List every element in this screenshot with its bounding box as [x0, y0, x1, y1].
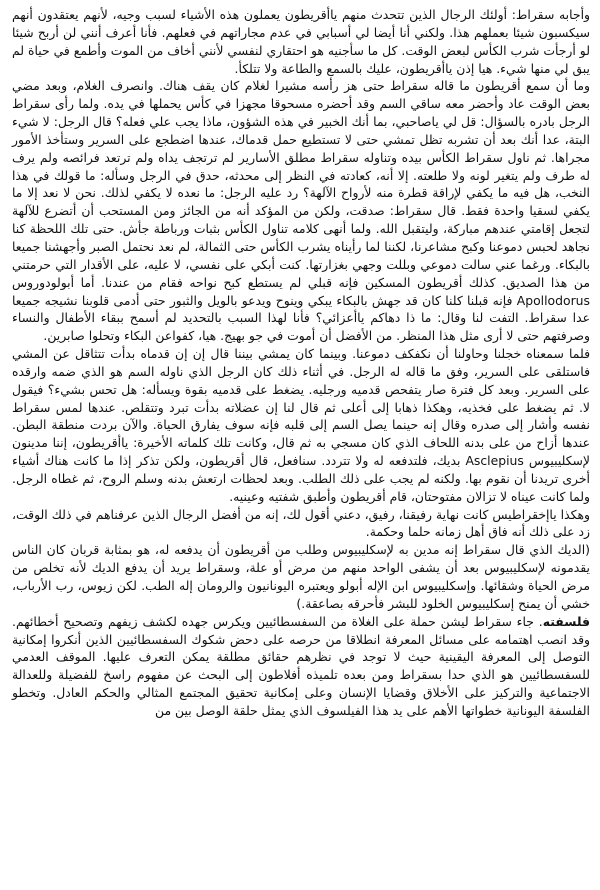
philosophy-heading: فلسفته	[542, 613, 590, 629]
paragraph-socrates-reply: وأجابه سقراط: أولئك الرجال الذين تتحدث منهم ياأقريطون يعملون هذه الأشياء لسبب وجيه، لأنهم يعتقدون أنهم سيكسبون شيئا بعملهم هذا. ولكني أنا أيضا لي أسبابي في عدم مجاراتهم في فعلهم. فأنا أعرف أنني لن أربح شيئا لو أرجأت شرب الكأس لبعض الوقت. كل ما سأجنيه هو احتقاري لنفسي لأنني أخاف من الموت وأطمع في حياة لم يبق لي منها شيء. هيا إذن ياأقريطون، عليك بالسمع والطاعة ولا تتلكأ.	[12, 7, 590, 76]
paragraph-hemlock-cup: وما أن سمع أقريطون ما قاله سقراط حتى هز رأسه مشيرا لغلام كان يقف هناك. وانصرف الغلام، وبعد مضي بعض الوقت عاد وأحضر معه ساقي السم وقد أحضره مسحوقا مجهزا في كأس يحملها في يده. ولما رأى سقراط الرجل بادره بالسؤال: قل لي ياصاحبي، بما أنك الخبير في هذه الشؤون، ماذا يجب علي فعله؟ قال الرجل: لا شيء البتة، عدا أنك بعد أن تشربه تظل تمشي حتى لا تستطيع حمل قدماك، عندها اضطجع على السرير وستأخذ الأمور مجراها. ثم ناول سقراط الكأس بيده وتناوله سقراط مطلق الأسارير لم ترتجف يداه ولم ترتعد فرائصه ولم يرف له طرف ولم يتغير لونه ولا طلعته. إلا أنه، كعادته في النظر إلى محدثه، حدق في الرجل وسأله: ما قولك في هذا النخب، هل فيه ما يكفي لإراقة قطرة منه لأرواح الآلهة؟ رد عليه الرجل: ما نعده لا يكفي لذلك. نحن لا نعد إلا ما يكفي لسقيا واحدة فقط. قال سقراط: صدقت، ولكن من المؤكد أنه من الجائز ومن المستحب أن أتضرع للآلهة لتجعل إقامتي عندهم مباركة، وليتقبل الله. ولما أنهى كلامه تناول الكأس بثبات ورباطة جأش. حتى تلك اللحظة كنا نجاهد لحبس دموعنا وكبح مشاعرنا، لكننا لما رأيناه يشرب الكأس حتى الثمالة، لم نعد نحتمل الصبر وأجهشنا جميعا بالبكاء. ورغما عني سالت دموعي وبللت وجهي بغزارتها. كنت أبكي على نفسي، لا عليه، على الأقدار التي حرمتني من هذا الصديق. كذلك أقريطون المسكين فإنه قبلي لم يستطع كبح نواحه فقام من عندنا. أما أبولودوروس Apollodorus فإنه قبلنا كلنا كان قد جهش بالبكاء يبكي وينوح ويدعو بالويل والثبور حتى أدمى قلوبنا نشيجه جميعا عدا سقراط. التفت لنا وقال: ما ذا دهاكم ياأعزائي؟ فأنا لهذا السبب بالتحديد لم أسمح ببقاء الأطفال والنساء وصرفتهم حتى لا أرى مثل هذا المنظر. من الأفضل أن أموت في جو بهيج. هيا، كفواعن البكاء وتحلوا صابرين.	[12, 78, 590, 344]
paragraph-end-of-friend: وهكذا ياإخقراطيس كانت نهاية رفيقنا، رفيق، دعني أقول لك، إنه من أفضل الرجال الذين عرفناهم في ذلك الوقت، زد على ذلك أنه فاق أهل زمانه حلما وحكمة.	[12, 506, 590, 540]
paragraph-final-moments: فلما سمعناه خجلنا وحاولنا أن نكفكف دموعنا. وبينما كان يمشي بيننا قال إن إن قدماه بدأت تتثاقل عن المشي فاستلقى على السرير، وفق ما قاله له الرجل. في أثناء ذلك كان الرجل الذي ناوله السم هو الذي ضمه وارقده على السرير. وبعد كل فترة صار يتفحص قدميه ورجليه. يضغط على قدميه بقوة ويسأله: هل تحس بشيء؟ فيقول لا. ثم يضغط على فخذيه، وهكذا ذهابا إلى أعلى ثم قال لنا إن عضلاته بدأت تبرد وتتقلص. عندها لمس سقراط نفسه وأشار إلى صدره وقال إنه حينما يصل السم إلى قلبه فإنه سوف يفارق الحياة. والآن بردت منطقة البطن. عندها أزاح من على بدنه اللحاف الذي كان مسجي به ثم قال، وكانت تلك كلماته الأخيرة: ياأقريطون، إننا مدينون لإسكليبيوس Asclepius بديك، فلتدفعه له ولا تتردد. سنافعل، قال أقريطون، ولكن تذكر إذا ما كانت هناك أشياء أخرى تريدنا أن نقوم بها. ولكنه لم يجب على ذلك الطلب. وبعد لحظات ارتعش بدنه وسلم الروح، ثم غطاه الرجل. ولما كانت عيناه لا تزالان مفتوحتان، قام أقريطون وأطبق شفتيه وعينيه.	[12, 346, 591, 504]
philosophy-text: . جاء سقراط ليشن حملة على الغلاة من السفسطائيين ويكرس جهده لكشف زيفهم وتصحيح أخطائهم. وقد انصب اهتمامه على مسائل المعرفة انطلاقا من حرصه على دحض شكوك السفسطائيين الذين أنكروا إمكانية التوصل إلى المعرفة اليقينية حيث لا توجد في نظرهم حقائق مطلقة يمكن التعرف عليها. الموقف العدمي للسفسطائيين هو الذي حدا بسقراط ومن بعده تلميذه أفلاطون إلى البحث عن مفهوم راسخ للفضيلة وللعدالة الاجتماعية والتركيز على الأخلاق وقضايا الإنسان وعلى إمكانية تحقيق المجتمع المثالي والحكم العادل. وتخطو الفلسفة اليونانية خطواتها الأهم على يد هذا الفيلسوف الذي يمثل حلقة الوصل بين من	[12, 613, 590, 718]
paragraph-cock-note: (الديك الذي قال سقراط إنه مدين به لإسكليبيوس وطلب من أقريطون أن يدفعه له، هو بمثابة قربان كان الناس يقدمونه لإسكليبيوس بعد أن يشفى الواحد منهم من مرض أو علة، وسقراط يريد أن يدفع الديك لأنه تخلص من مرض الحياة وشقائها. وإسكليبيوس ابن الإله أبولو ويعتبره اليونانيون والرومان إله الطب. لكن زيوس، رب الأرباب، خشي أن يمنح إسكليبيوس الخلود للبشر فأحرقه بصاعقة.)	[12, 542, 590, 611]
paragraph-philosophy	[12, 613, 590, 720]
